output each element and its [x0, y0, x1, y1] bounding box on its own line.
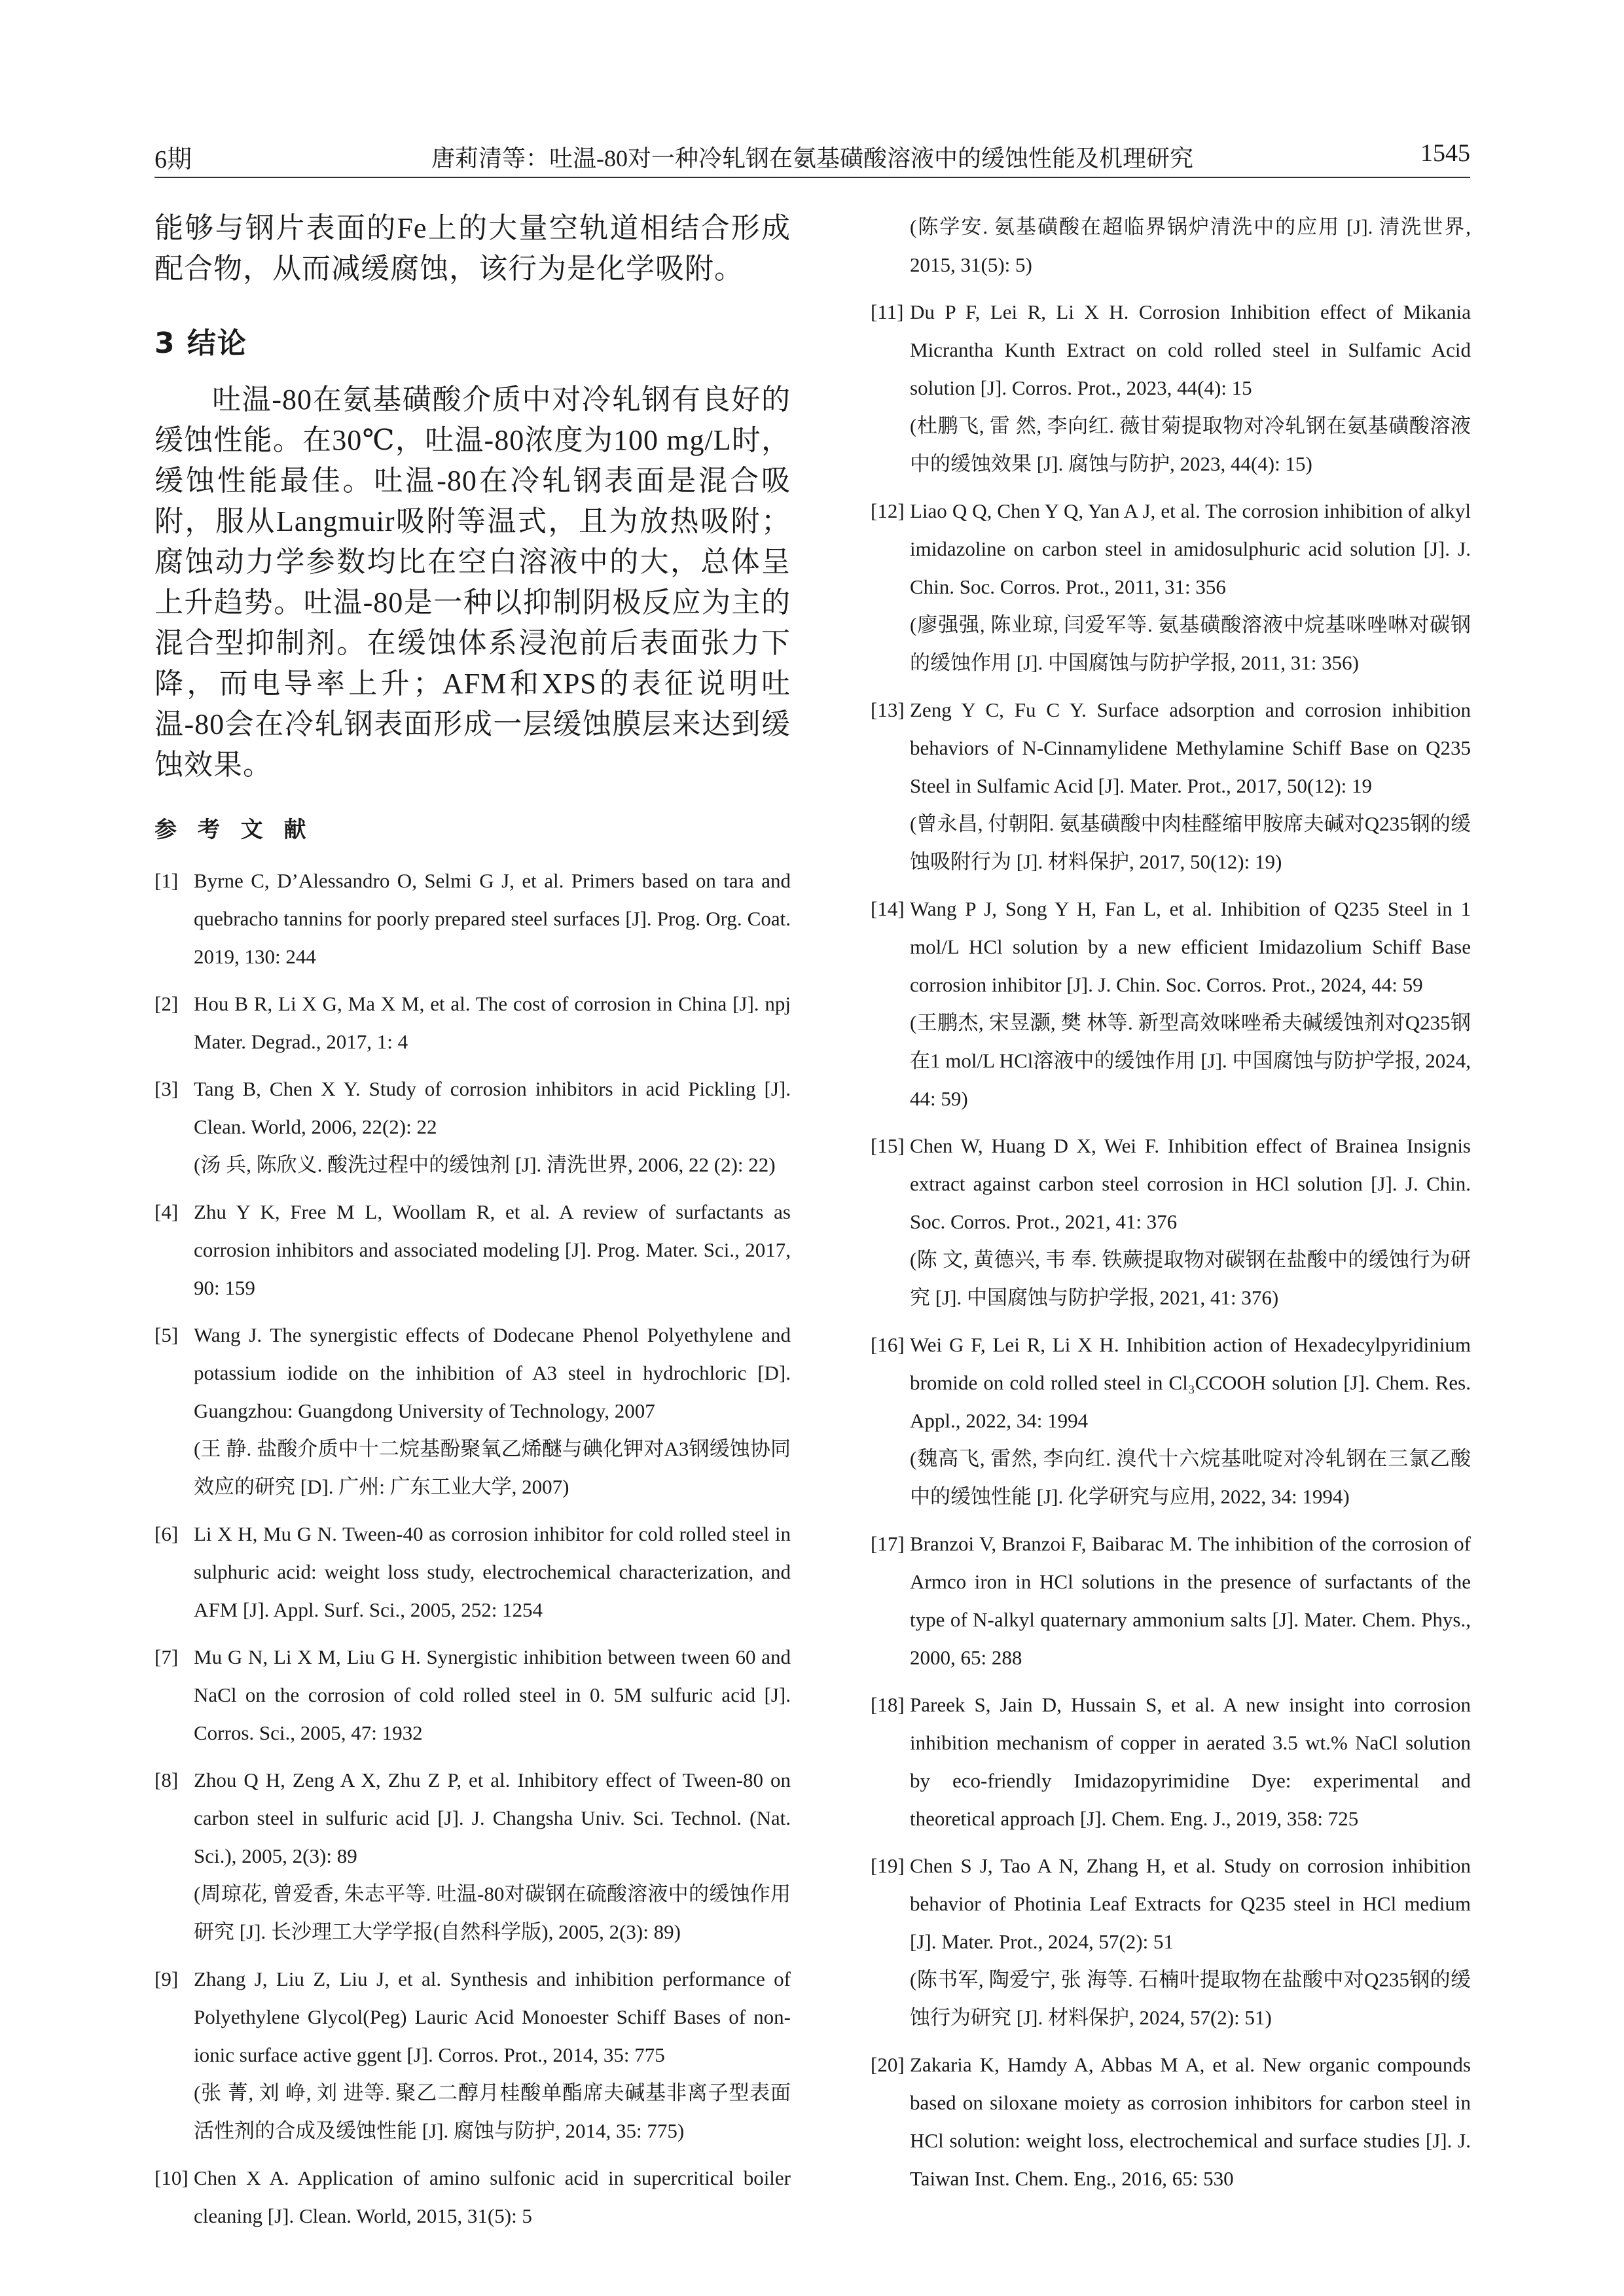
reference-item	[154, 1761, 791, 1951]
header-rule	[154, 177, 1470, 178]
reference-number: [2]	[154, 992, 179, 1015]
reference-text-cn: (廖强强, 陈业琼, 闫爱军等. 氨基磺酸溶液中烷基咪唑啉对碳钢的缓蚀作用 [J]. 中国腐蚀与防护学报, 2011, 31: 356)	[910, 613, 1471, 674]
reference-text-cn: (陈书军, 陶爱宁, 张 海等. 石楠叶提取物在盐酸中对Q235钢的缓蚀行为研究 [J]. 材料保护, 2024, 57(2): 51)	[910, 1968, 1471, 2029]
reference-number: [16]	[871, 1333, 905, 1356]
reference-text: Zhu Y K, Free M L, Woollam R, et al. A review of surfactants as corrosion inhibitors and associated modeling [J]. Prog. Mater. Sci., 2017, 90: 159	[194, 1200, 791, 1299]
reference-number: [9]	[154, 1967, 179, 1990]
reference-item	[154, 1515, 791, 1629]
reference-list-left	[154, 862, 791, 2235]
reference-text-cn: (杜鹏飞, 雷 然, 李向红. 薇甘菊提取物对冷轧钢在氨基磺酸溶液中的缓蚀效果 [J]. 腐蚀与防护, 2023, 44(4): 15)	[910, 414, 1471, 475]
reference-number: [14]	[871, 897, 905, 920]
reference-text: Li X H, Mu G N. Tween-40 as corrosion inhibitor for cold rolled steel in sulphuric acid: weight loss study, electrochemical characterization, and AFM [J]. Appl. Surf. Sci., 2005, 252: 1254	[194, 1522, 791, 1621]
reference-text: Pareek S, Jain D, Hussain S, et al. A new insight into corrosion inhibition mechanism of copper in aerated 3.5 wt.% NaCl solution by eco-friendly Imidazopyrimidine Dye: experimental and theoretical approach [J]. Chem. Eng. J., 2019, 358: 725	[910, 1693, 1471, 1830]
reference-number: [18]	[871, 1693, 905, 1716]
reference-text: Liao Q Q, Chen Y Q, Yan A J, et al. The corrosion inhibition of alkyl imidazoline on carbon steel in amidosulphuric acid solution [J]. J. Chin. Soc. Corros. Prot., 2011, 31: 356	[910, 499, 1471, 598]
reference-text-cn: (陈 文, 黄德兴, 韦 奉. 铁蕨提取物对碳钢在盐酸中的缓蚀行为研究 [J]. 中国腐蚀与防护学报, 2021, 41: 376)	[910, 1248, 1471, 1309]
reference-item	[154, 1070, 791, 1184]
reference-text: Zhou Q H, Zeng A X, Zhu Z P, et al. Inhibitory effect of Tween-80 on carbon steel in sulfuric acid [J]. J. Changsha Univ. Sci. Technol. (Nat. Sci.), 2005, 2(3): 89	[194, 1768, 791, 1867]
reference-item-continued	[871, 208, 1471, 284]
reference-text-cn: (汤 兵, 陈欣义. 酸洗过程中的缓蚀剂 [J]. 清洗世界, 2006, 22 (2): 22)	[194, 1153, 776, 1176]
reference-text: Chen S J, Tao A N, Zhang H, et al. Study on corrosion inhibition behavior of Photinia Leaf Extracts for Q235 steel in HCl medium [J]. Mater. Prot., 2024, 57(2): 51	[910, 1854, 1471, 1953]
reference-item	[871, 492, 1471, 682]
reference-number: [19]	[871, 1854, 905, 1877]
reference-text-cn: (曾永昌, 付朝阳. 氨基磺酸中肉桂醛缩甲胺席夫碱对Q235钢的缓蚀吸附行为 [J]. 材料保护, 2017, 50(12): 19)	[910, 812, 1471, 873]
reference-item	[154, 1193, 791, 1307]
reference-number: [10]	[154, 2166, 189, 2189]
section-heading-conclusion: 3 结论	[154, 327, 247, 360]
reference-item	[154, 985, 791, 1061]
reference-number: [20]	[871, 2053, 905, 2076]
reference-text: Byrne C, D’Alessandro O, Selmi G J, et al. Primers based on tara and quebracho tannins for poorly prepared steel surfaces [J]. Prog. Org. Coat. 2019, 130: 244	[194, 869, 791, 968]
reference-text: Mu G N, Li X M, Liu G H. Synergistic inhibition between tween 60 and NaCl on the corrosion of cold rolled steel in 0. 5M sulfuric acid [J]. Corros. Sci., 2005, 47: 1932	[194, 1645, 791, 1744]
reference-item	[154, 1316, 791, 1506]
reference-text: Wei G F, Lei R, Li X H. Inhibition action of Hexadecylpyridinium bromide on cold rolled steel in Cl₃CCOOH solution [J]. Chem. Res. Appl., 2022, 34: 1994	[910, 1333, 1471, 1432]
references-heading: 参 考 文 献	[154, 817, 313, 843]
reference-number: [6]	[154, 1522, 179, 1545]
reference-text: Wang P J, Song Y H, Fan L, et al. Inhibition of Q235 Steel in 1 mol/L HCl solution by a new efficient Imidazolium Schiff Base corrosion inhibitor [J]. J. Chin. Soc. Corros. Prot., 2024, 44: 59	[910, 897, 1471, 996]
reference-item	[871, 1847, 1471, 2037]
reference-item	[871, 890, 1471, 1118]
reference-item	[154, 2159, 791, 2235]
right-column	[871, 208, 1471, 2207]
left-column	[154, 208, 791, 2244]
reference-item	[154, 1638, 791, 1752]
reference-number: [5]	[154, 1323, 179, 1346]
running-title: 唐莉清等：吐温-80对一种冷轧钢在氨基磺酸溶液中的缓蚀性能及机理研究	[431, 145, 1193, 171]
reference-number: [3]	[154, 1077, 179, 1100]
reference-item	[871, 1525, 1471, 1677]
reference-item	[154, 862, 791, 976]
reference-text-cn: (魏高飞, 雷然, 李向红. 溴代十六烷基吡啶对冷轧钢在三氯乙酸中的缓蚀性能 [J]. 化学研究与应用, 2022, 34: 1994)	[910, 1447, 1471, 1508]
reference-text: Hou B R, Li X G, Ma X M, et al. The cost of corrosion in China [J]. npj Mater. Degrad., 2017, 1: 4	[194, 992, 791, 1053]
reference-text-cn: (张 菁, 刘 峥, 刘 进等. 聚乙二醇月桂酸单酯席夫碱基非离子型表面活性剂的合成及缓蚀性能 [J]. 腐蚀与防护, 2014, 35: 775)	[194, 2081, 791, 2142]
reference-number: [13]	[871, 698, 905, 721]
reference-item	[871, 1326, 1471, 1516]
reference-number: [15]	[871, 1134, 905, 1157]
reference-text: Wang J. The synergistic effects of Dodecane Phenol Polyethylene and potassium iodide on the inhibition of A3 steel in hydrochloric [D]. Guangzhou: Guangdong University of Technology, 2007	[194, 1323, 791, 1422]
reference-text: Du P F, Lei R, Li X H. Corrosion Inhibition effect of Mikania Micrantha Kunth Extract on cold rolled steel in Sulfamic Acid solution [J]. Corros. Prot., 2023, 44(4): 15	[910, 300, 1471, 399]
reference-number: [7]	[154, 1645, 179, 1668]
reference-text: Zhang J, Liu Z, Liu J, et al. Synthesis and inhibition performance of Polyethylene Glycol(Peg) Lauric Acid Monoester Schiff Bases of non-ionic surface active ggent [J]. Corros. Prot., 2014, 35: 775	[194, 1967, 791, 2066]
reference-text: Chen W, Huang D X, Wei F. Inhibition effect of Brainea Insignis extract against carbon steel corrosion in HCl solution [J]. J. Chin. Soc. Corros. Prot., 2021, 41: 376	[910, 1134, 1471, 1233]
intro-paragraph: 能够与钢片表面的Fe上的大量空轨道相结合形成配合物，从而减缓腐蚀，该行为是化学吸附。	[154, 212, 791, 285]
reference-number: [1]	[154, 869, 179, 892]
reference-number: [11]	[871, 300, 904, 323]
reference-item	[154, 1960, 791, 2150]
reference-text: Chen X A. Application of amino sulfonic acid in supercritical boiler cleaning [J]. Clean. World, 2015, 31(5): 5	[194, 2166, 791, 2227]
page-number: 1545	[1420, 139, 1470, 167]
reference-text-cn: (周琼花, 曾爱香, 朱志平等. 吐温-80对碳钢在硫酸溶液中的缓蚀作用研究 [J]. 长沙理工大学学报(自然科学版), 2005, 2(3): 89)	[194, 1882, 791, 1943]
reference-number: [4]	[154, 1200, 179, 1223]
reference-list-right	[871, 293, 1471, 2198]
reference-item	[871, 2046, 1471, 2198]
reference-text-cn: (陈学安. 氨基磺酸在超临界锅炉清洗中的应用 [J]. 清洗世界, 2015, 31(5): 5)	[910, 215, 1471, 276]
reference-text: Zeng Y C, Fu C Y. Surface adsorption and corrosion inhibition behaviors of N-Cinnamylidene Methylamine Schiff Base on Q235 Steel in Sulfamic Acid [J]. Mater. Prot., 2017, 50(12): 19	[910, 698, 1471, 797]
reference-text: Branzoi V, Branzoi F, Baibarac M. The inhibition of the corrosion of Armco iron in HCl solutions in the presence of surfactants of the type of N-alkyl quaternary ammonium salts [J]. Mater. Chem. Phys., 2000, 65: 288	[910, 1532, 1471, 1669]
running-header	[154, 139, 1470, 178]
reference-text: Zakaria K, Hamdy A, Abbas M A, et al. New organic compounds based on siloxane moiety as corrosion inhibitors for carbon steel in HCl solution: weight loss, electrochemical and surface studies [J]. J. Taiwan Inst. Chem. Eng., 2016, 65: 530	[910, 2053, 1471, 2190]
conclusion-paragraph: 吐温-80在氨基磺酸介质中对冷轧钢有良好的缓蚀性能。在30℃，吐温-80浓度为100 mg/L时，缓蚀性能最佳。吐温-80在冷轧钢表面是混合吸附，服从Langmuir吸附等温式，且为放热吸附；腐蚀动力学参数均比在空白溶液中的大，总体呈上升趋势。吐温-80是一种以抑制阴极反应为主的混合型抑制剂。在缓蚀体系浸泡前后表面张力下降，而电导率上升；AFM和XPS的表征说明吐温-80会在冷轧钢表面形成一层缓蚀膜层来达到缓蚀效果。	[154, 384, 791, 781]
issue-number: 6期	[154, 146, 192, 173]
reference-item	[871, 293, 1471, 483]
reference-text-cn: (王鹏杰, 宋昱灏, 樊 林等. 新型高效咪唑希夫碱缓蚀剂对Q235钢在1 mol/L HCl溶液中的缓蚀作用 [J]. 中国腐蚀与防护学报, 2024, 44: 59)	[910, 1011, 1471, 1110]
reference-item	[871, 691, 1471, 881]
reference-text: Tang B, Chen X Y. Study of corrosion inhibitors in acid Pickling [J]. Clean. World, 2006, 22(2): 22	[194, 1077, 791, 1138]
reference-number: [8]	[154, 1768, 179, 1791]
reference-item	[871, 1127, 1471, 1317]
reference-number: [12]	[871, 499, 905, 522]
reference-text-cn: (王 静. 盐酸介质中十二烷基酚聚氧乙烯醚与碘化钾对A3钢缓蚀协同效应的研究 [D]. 广州: 广东工业大学, 2007)	[194, 1437, 791, 1498]
reference-number: [17]	[871, 1532, 905, 1555]
reference-item	[871, 1686, 1471, 1838]
